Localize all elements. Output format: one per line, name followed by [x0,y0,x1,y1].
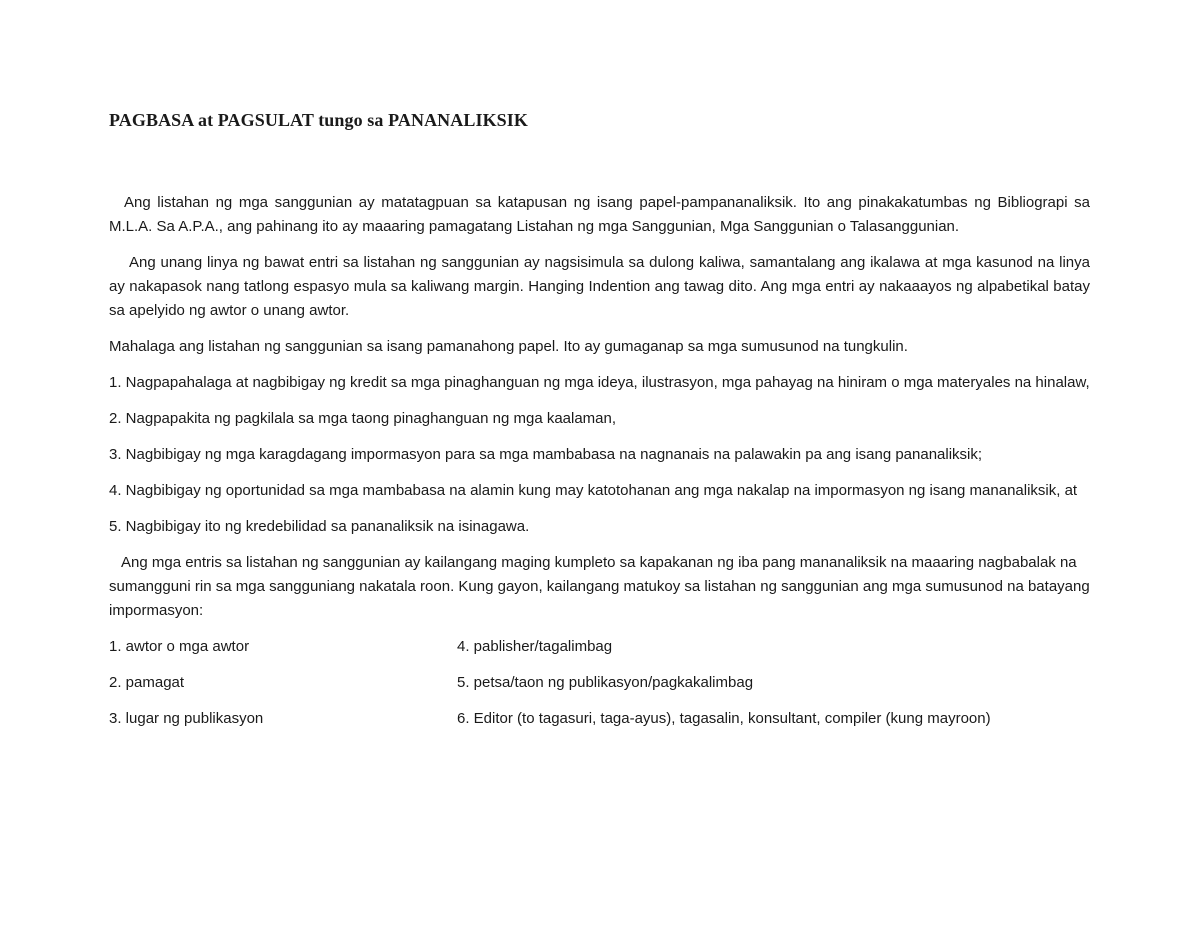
paragraph-importance: Mahalaga ang listahan ng sanggunian sa isang pamanahong papel. Ito ay gumaganap sa mga sumusunod na tungkulin. [109,338,908,355]
info-item-author: 1. awtor o mga awtor [109,638,250,655]
paragraph-required-info: Ang mga entris sa listahan ng sanggunian ay kailangang maging kumpleto sa kapakanan ng iba pang mananaliksik na maaaring nagbabalak na sumangguni rin sa mga sangguniang nakatala roon. Kung gayon, kailangang matukoy sa listahan ng sanggunian ang mga sumusunod na batayang impormasyon: [109,554,1090,619]
document-page [109,110,1090,731]
info-item-title: 2. pamagat [109,674,185,691]
paragraph-reference-list-location: Ang listahan ng mga sanggunian ay matatagpuan sa katapusan ng isang papel-pampananaliksik. Ito ang pinakakatumbas ng Bibliograpi sa M.L.A. Sa A.P.A., ang pahinang ito ay maaaring pamagatang Listahan ng mga Sanggunian, Mga Sanggunian o Talasanggunian. [109,194,1090,235]
info-item-editor: 6. Editor (to tagasuri, taga-ayus), tagasalin, konsultant, compiler (kung mayroon) [457,710,991,727]
info-item-date: 5. petsa/taon ng publikasyon/pagkakalimbag [457,674,754,691]
function-item-5: 5. Nagbibigay ito ng kredebilidad sa pananaliksik na isinagawa. [109,518,530,535]
info-items-list [109,635,1090,731]
function-item-4: 4. Nagbibigay ng oportunidad sa mga mambabasa na alamin kung may katotohanan ang mga nakalap na impormasyon ng isang mananaliksik, at [109,482,1078,499]
paragraph-hanging-indention: Ang unang linya ng bawat entri sa listahan ng sanggunian ay nagsisimula sa dulong kaliwa, samantalang ang ikalawa at mga kasunod na linya ay nakapasok nang tatlong espasyo mula sa kaliwang margin. Hanging Indention ang tawag dito. Ang mga entri ay nakaaayos ng alpabetikal batay sa apelyido ng awtor o unang awtor. [109,254,1090,319]
document-title: PAGBASA at PAGSULAT tungo sa PANANALIKSIK [109,110,528,130]
document-body [109,191,1090,731]
info-item-publisher: 4. pablisher/tagalimbag [457,638,613,655]
function-item-3: 3. Nagbibigay ng mga karagdagang impormasyon para sa mga mambabasa na nagnanais na palawakin pa ang isang pananaliksik; [109,446,983,463]
function-item-2: 2. Nagpapakita ng pagkilala sa mga taong pinaghanguan ng mga kaalaman, [109,410,617,427]
function-item-1: 1. Nagpapahalaga at nagbibigay ng kredit sa mga pinaghanguan ng mga ideya, ilustrasyon, mga pahayag na hiniram o mga materyales na hinalaw, [109,374,1090,391]
info-item-place: 3. lugar ng publikasyon [109,710,264,727]
